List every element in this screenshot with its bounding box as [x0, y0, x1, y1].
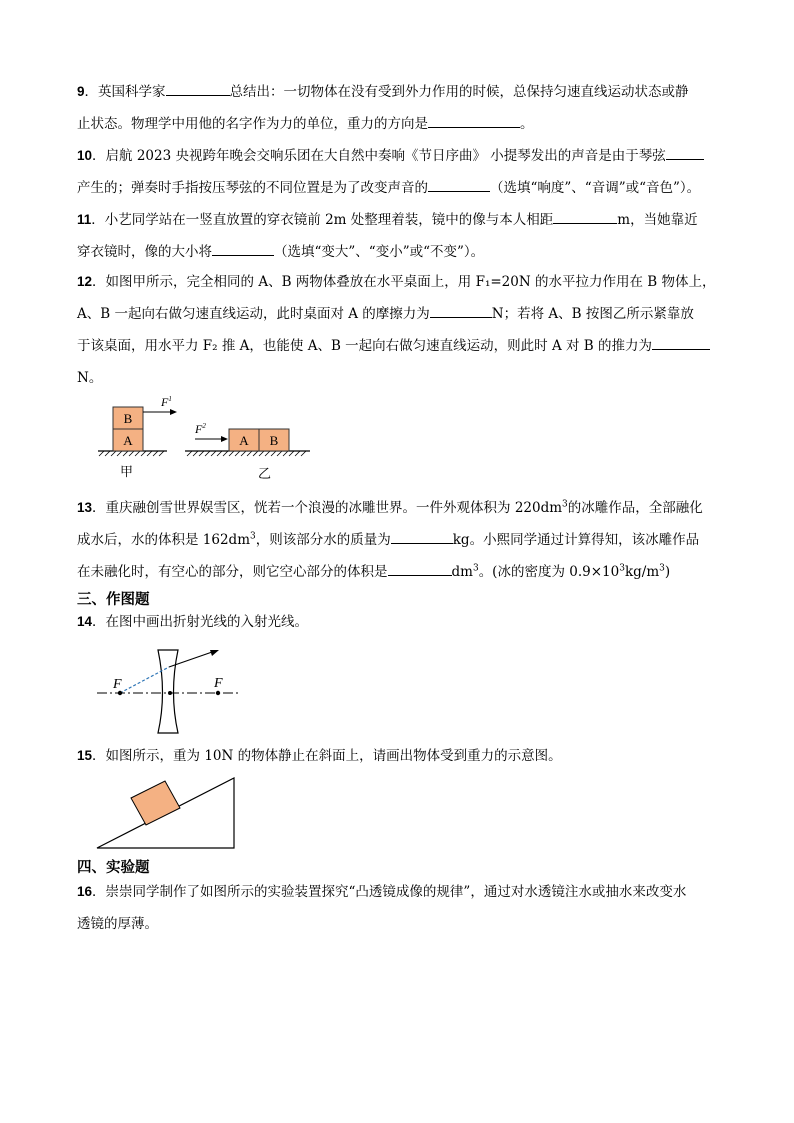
- answer-blank[interactable]: [430, 301, 492, 318]
- block-on-incline: [131, 781, 180, 825]
- question-13: 13．重庆融创雪世界娱雪区，恍若一个浪漫的冰雕世界。一件外观体积为 $220dm^3$的冰雕作品，全部融化 成水后，水的体积是 $162dm^3$，则该部分水的质量为 kg。小熙同学通过计算得知，该冰雕作品 在未融化时，有空心的部分，则它空心部分的体积是 $dm^3$。(冰的密度为 $0.9\times 10^3kg/m^3$): [77, 499, 703, 580]
- incline-figure: [95, 775, 240, 853]
- question-11: 11．小艺同学站在一竖直放置的穿衣镜前 2m 处整理着装，镜中的像与本人相距 m，当她靠近 穿衣镜时，像的大小将 （选填“变大”、“变小”或“不变”）。: [77, 204, 747, 268]
- refracted-ray-arrowhead: [210, 650, 219, 656]
- question-10: 10．启航 2023 央视跨年晚会交响乐团在大自然中奏响《节日序曲》 小提琴发出的声音是由于琴弦 产生的；弹奏时手指按压琴弦的不同位置是为了改变声音的 （选填“响度”、“音调”或“音色”）。: [77, 140, 747, 204]
- answer-blank[interactable]: [212, 239, 274, 256]
- answer-blank[interactable]: [553, 207, 617, 224]
- question-number: 9: [77, 84, 85, 99]
- question-text: 总结出：一切物体在没有受到外力作用的时候，总保持匀速直线运动状态或静: [229, 84, 689, 100]
- question-12: 12．如图甲所示，完全相同的 A、B 两物体叠放在水平桌面上，用 F₁=20N 的水平拉力作用在 B 物体上， A、B 一起向右做匀速直线运动，此时桌面对 A 的摩擦力为 N；若将 A、B 按图乙所示紧靠放 于该桌面，用水平力 F₂ 推 A，也能使 A、B 一起向右做匀速直线运动，则此时 A 对 B 的推力为 N。: [77, 274, 716, 386]
- question-text: （选填“变大”、“变小”或“不变”）。: [274, 244, 485, 260]
- answer-blank[interactable]: [391, 527, 453, 544]
- question-number: 11: [77, 212, 92, 227]
- question-text: N；若将 A、B 按图乙所示紧靠放: [491, 306, 694, 322]
- block-a-label: A: [239, 433, 249, 448]
- section-heading-drawing: 三、作图题: [77, 592, 150, 608]
- focal-label-left: F: [113, 677, 122, 692]
- force-f2-arrowhead: [221, 436, 228, 442]
- ground-hatch-yi: [187, 451, 306, 456]
- question-number: 13: [77, 500, 93, 515]
- force-f2-label: $F^2$: [195, 422, 206, 436]
- answer-blank[interactable]: [388, 559, 452, 576]
- question-number: 10: [77, 148, 93, 163]
- question-16: 16．崇崇同学制作了如图所示的实验装置探究“凸透镜成像的规律”，通过对水透镜注水或抽水来改变水 透镜的厚薄。: [77, 884, 687, 932]
- question-number: 16: [77, 884, 93, 899]
- force-f1-label: $F^1$: [161, 395, 172, 409]
- answer-blank[interactable]: [428, 111, 520, 128]
- answer-blank[interactable]: [666, 143, 704, 160]
- section-heading-experiment: 四、实验题: [77, 860, 150, 876]
- optical-center: [168, 691, 172, 695]
- question-text: 在图中画出折射光线的入射光线。: [105, 614, 309, 630]
- question-text: 小艺同学站在一竖直放置的穿衣镜前 2m 处整理着装，镜中的像与本人相距: [104, 212, 554, 228]
- block-b-label: B: [269, 433, 279, 448]
- question-14: 14．在图中画出折射光线的入射光线。: [77, 614, 309, 630]
- label-yi: 乙: [258, 466, 272, 481]
- focal-point-right: [216, 691, 220, 695]
- question-text: 如图所示，重为 10N 的物体静止在斜面上，请画出物体受到重力的示意图。: [105, 748, 562, 764]
- question-text: 重庆融创雪世界娱雪区，恍若一个浪漫的冰雕世界。一件外观体积为 220dm: [105, 500, 563, 516]
- question-number: 14: [77, 614, 93, 629]
- concave-lens: [158, 650, 178, 733]
- question-text: ，则该部分水的质量为: [255, 532, 391, 548]
- label-jia: 甲: [120, 464, 134, 479]
- question-text: A、B 一起向右做匀速直线运动，此时桌面对 A 的摩擦力为: [77, 306, 430, 322]
- question-text: m，当她靠近: [617, 212, 698, 228]
- question-number: 12: [77, 274, 93, 289]
- question-text: 于该桌面，用水平力 F₂ 推 A，也能使 A、B 一起向右做匀速直线运动，则此时 A 对 B 的推力为: [77, 338, 652, 354]
- concave-lens-figure: [95, 645, 245, 735]
- question-text: 启航 2023 央视跨年晚会交响乐团在大自然中奏响《节日序曲》 小提琴发出的声音是由于琴弦: [105, 148, 666, 164]
- question-text: 止状态。物理学中用他的名字作为力的单位，重力的方向是: [77, 116, 428, 132]
- force-f1-arrowhead: [170, 409, 177, 415]
- friction-blocks-figure: [95, 393, 325, 483]
- block-a-label: A: [123, 433, 133, 448]
- focal-label-right: F: [214, 676, 223, 691]
- question-15: 15．如图所示，重为 10N 的物体静止在斜面上，请画出物体受到重力的示意图。: [77, 748, 562, 764]
- question-text: 的冰雕作品，全部融化: [567, 500, 703, 516]
- question-number: 15: [77, 748, 93, 763]
- question-text: （选填“响度”、“音调”或“音色”）。: [490, 180, 701, 196]
- question-text: kg。小熙同学通过计算得知，该冰雕作品: [452, 532, 700, 548]
- question-text: 崇崇同学制作了如图所示的实验装置探究“凸透镜成像的规律”，通过对水透镜注水或抽水来改变水: [105, 884, 687, 900]
- question-text: 英国科学家: [98, 84, 166, 100]
- question-text: 如图甲所示，完全相同的 A、B 两物体叠放在水平桌面上，用 F₁=20N 的水平拉力作用在 B 物体上，: [105, 274, 716, 290]
- answer-blank[interactable]: [428, 175, 490, 192]
- question-text: 透镜的厚薄。: [77, 916, 158, 932]
- question-text: 成水后，水的体积是 162dm: [77, 532, 251, 548]
- answer-blank[interactable]: [166, 79, 230, 96]
- question-text: 产生的；弹奏时手指按压琴弦的不同位置是为了改变声音的: [77, 180, 428, 196]
- block-b-label: B: [123, 411, 133, 426]
- question-9: 9．英国科学家 总结出：一切物体在没有受到外力作用的时候，总保持匀速直线运动状态或静 止状态。物理学中用他的名字作为力的单位，重力的方向是 。: [77, 76, 747, 140]
- question-text: N。: [77, 370, 103, 386]
- question-text: 穿衣镜时，像的大小将: [77, 244, 212, 260]
- ground-hatch-jia: [99, 451, 164, 456]
- answer-blank[interactable]: [652, 333, 710, 350]
- question-text: 在未融化时，有空心的部分，则它空心部分的体积是: [77, 564, 388, 580]
